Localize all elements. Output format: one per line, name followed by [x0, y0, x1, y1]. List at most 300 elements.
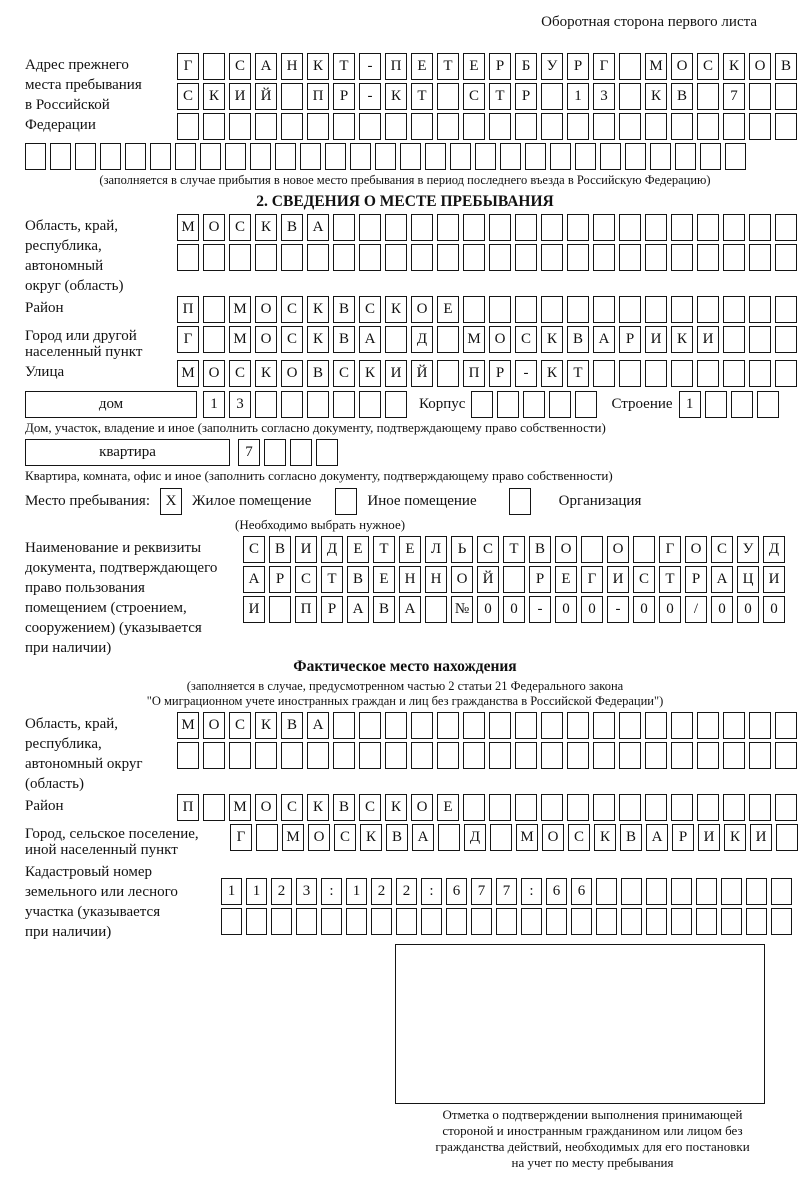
char-box[interactable]	[255, 244, 277, 271]
char-box[interactable]	[421, 908, 442, 935]
char-box[interactable]	[203, 113, 225, 140]
char-box[interactable]	[425, 596, 447, 623]
char-box[interactable]	[359, 712, 381, 739]
char-box[interactable]	[269, 596, 291, 623]
char-box[interactable]	[489, 113, 511, 140]
char-box[interactable]	[646, 908, 667, 935]
char-box[interactable]	[749, 742, 771, 769]
char-box[interactable]	[246, 908, 267, 935]
char-box[interactable]	[359, 113, 381, 140]
char-box[interactable]: 0	[659, 596, 681, 623]
char-box[interactable]: /	[685, 596, 707, 623]
char-box[interactable]: И	[385, 360, 407, 387]
char-box[interactable]: У	[737, 536, 759, 563]
char-box[interactable]	[125, 143, 146, 170]
char-box[interactable]	[593, 360, 615, 387]
char-box[interactable]	[619, 113, 641, 140]
char-box[interactable]	[749, 712, 771, 739]
char-box[interactable]	[229, 113, 251, 140]
char-box[interactable]	[463, 296, 485, 323]
char-box[interactable]: 0	[503, 596, 525, 623]
char-box[interactable]	[645, 296, 667, 323]
char-box[interactable]: В	[333, 296, 355, 323]
char-box[interactable]	[567, 214, 589, 241]
char-box[interactable]: 6	[546, 878, 567, 905]
char-box[interactable]: К	[385, 83, 407, 110]
char-box[interactable]: О	[255, 326, 277, 353]
char-box[interactable]: А	[593, 326, 615, 353]
char-box[interactable]	[619, 360, 641, 387]
char-box[interactable]: Д	[411, 326, 433, 353]
char-box[interactable]: Е	[347, 536, 369, 563]
char-box[interactable]	[749, 326, 771, 353]
char-box[interactable]: А	[347, 596, 369, 623]
char-box[interactable]: А	[359, 326, 381, 353]
char-box[interactable]	[723, 742, 745, 769]
char-box[interactable]: М	[177, 712, 199, 739]
char-box[interactable]	[385, 712, 407, 739]
char-box[interactable]: Р	[567, 53, 589, 80]
char-box[interactable]	[593, 113, 615, 140]
char-box[interactable]: Г	[581, 566, 603, 593]
char-box[interactable]: С	[281, 296, 303, 323]
char-box[interactable]: М	[229, 326, 251, 353]
char-box[interactable]	[697, 244, 719, 271]
char-box[interactable]	[350, 143, 371, 170]
char-box[interactable]: К	[541, 360, 563, 387]
char-box[interactable]: В	[281, 214, 303, 241]
char-box[interactable]	[489, 712, 511, 739]
char-box[interactable]	[619, 794, 641, 821]
char-box[interactable]	[333, 214, 355, 241]
char-box[interactable]	[446, 908, 467, 935]
char-box[interactable]	[541, 113, 563, 140]
char-box[interactable]	[541, 244, 563, 271]
char-box[interactable]: К	[307, 296, 329, 323]
char-box[interactable]	[25, 143, 46, 170]
char-box[interactable]: Б	[515, 53, 537, 80]
char-box[interactable]: 1	[679, 391, 701, 418]
char-box[interactable]	[775, 113, 797, 140]
char-box[interactable]	[385, 742, 407, 769]
char-box[interactable]	[671, 712, 693, 739]
char-box[interactable]: Р	[489, 53, 511, 80]
char-box[interactable]	[567, 712, 589, 739]
char-box[interactable]: Г	[593, 53, 615, 80]
char-box[interactable]: Н	[281, 53, 303, 80]
char-box[interactable]	[650, 143, 671, 170]
char-box[interactable]	[671, 360, 693, 387]
char-box[interactable]: Л	[425, 536, 447, 563]
char-box[interactable]	[723, 296, 745, 323]
char-box[interactable]: С	[711, 536, 733, 563]
char-box[interactable]	[523, 391, 545, 418]
char-box[interactable]	[567, 244, 589, 271]
char-box[interactable]	[359, 214, 381, 241]
char-box[interactable]: П	[295, 596, 317, 623]
char-box[interactable]: :	[421, 878, 442, 905]
char-box[interactable]	[100, 143, 121, 170]
char-box[interactable]: М	[177, 360, 199, 387]
char-box[interactable]: В	[333, 326, 355, 353]
char-box[interactable]: М	[177, 214, 199, 241]
char-box[interactable]	[593, 794, 615, 821]
char-box[interactable]: -	[359, 53, 381, 80]
char-box[interactable]	[775, 296, 797, 323]
char-box[interactable]: Й	[477, 566, 499, 593]
char-box[interactable]	[200, 143, 221, 170]
char-box[interactable]	[75, 143, 96, 170]
char-box[interactable]	[307, 113, 329, 140]
char-box[interactable]: А	[307, 214, 329, 241]
char-box[interactable]	[619, 53, 641, 80]
char-box[interactable]: И	[698, 824, 720, 851]
char-box[interactable]	[463, 113, 485, 140]
char-box[interactable]: 7	[723, 83, 745, 110]
char-box[interactable]: О	[411, 794, 433, 821]
char-box[interactable]	[757, 391, 779, 418]
char-box[interactable]	[775, 712, 797, 739]
char-box[interactable]	[333, 113, 355, 140]
char-box[interactable]	[625, 143, 646, 170]
char-box[interactable]	[264, 439, 286, 466]
char-box[interactable]: Г	[230, 824, 252, 851]
char-box[interactable]	[375, 143, 396, 170]
char-box[interactable]: Н	[425, 566, 447, 593]
char-box[interactable]: М	[229, 794, 251, 821]
char-box[interactable]: О	[451, 566, 473, 593]
char-box[interactable]	[593, 712, 615, 739]
char-box[interactable]	[775, 83, 797, 110]
char-box[interactable]: -	[515, 360, 537, 387]
char-box[interactable]	[333, 742, 355, 769]
char-box[interactable]: И	[697, 326, 719, 353]
char-box[interactable]: К	[385, 296, 407, 323]
char-box[interactable]	[671, 296, 693, 323]
char-box[interactable]: М	[229, 296, 251, 323]
char-box[interactable]	[385, 113, 407, 140]
char-box[interactable]	[749, 214, 771, 241]
char-box[interactable]	[600, 143, 621, 170]
char-box[interactable]	[671, 794, 693, 821]
char-box[interactable]	[281, 244, 303, 271]
char-box[interactable]	[619, 712, 641, 739]
char-box[interactable]: О	[281, 360, 303, 387]
char-box[interactable]: С	[697, 53, 719, 80]
char-box[interactable]	[359, 391, 381, 418]
char-box[interactable]: -	[529, 596, 551, 623]
char-box[interactable]: К	[360, 824, 382, 851]
char-box[interactable]	[775, 742, 797, 769]
char-box[interactable]: Р	[269, 566, 291, 593]
char-box[interactable]: К	[385, 794, 407, 821]
char-box[interactable]	[567, 113, 589, 140]
char-box[interactable]: 1	[567, 83, 589, 110]
char-box[interactable]	[203, 742, 225, 769]
char-box[interactable]	[203, 244, 225, 271]
char-box[interactable]: О	[542, 824, 564, 851]
char-box[interactable]	[496, 908, 517, 935]
char-box[interactable]	[281, 742, 303, 769]
char-box[interactable]: Е	[463, 53, 485, 80]
char-box[interactable]: С	[229, 53, 251, 80]
char-box[interactable]: Ь	[451, 536, 473, 563]
char-box[interactable]	[646, 878, 667, 905]
char-box[interactable]	[225, 143, 246, 170]
char-box[interactable]	[645, 742, 667, 769]
char-box[interactable]: С	[333, 360, 355, 387]
char-box[interactable]	[645, 360, 667, 387]
char-box[interactable]: П	[385, 53, 407, 80]
char-box[interactable]	[203, 53, 225, 80]
char-box[interactable]	[645, 712, 667, 739]
char-box[interactable]: К	[203, 83, 225, 110]
char-box[interactable]: К	[255, 712, 277, 739]
char-box[interactable]	[746, 908, 767, 935]
char-box[interactable]: И	[607, 566, 629, 593]
char-box[interactable]	[255, 742, 277, 769]
char-box[interactable]	[275, 143, 296, 170]
char-box[interactable]: О	[308, 824, 330, 851]
char-box[interactable]	[489, 214, 511, 241]
char-box[interactable]	[411, 244, 433, 271]
char-box[interactable]	[333, 391, 355, 418]
char-box[interactable]: 3	[296, 878, 317, 905]
char-box[interactable]: 3	[229, 391, 251, 418]
char-box[interactable]	[575, 143, 596, 170]
char-box[interactable]	[549, 391, 571, 418]
char-box[interactable]	[411, 742, 433, 769]
char-box[interactable]: П	[463, 360, 485, 387]
char-box[interactable]: О	[203, 360, 225, 387]
char-box[interactable]	[619, 214, 641, 241]
char-box[interactable]	[775, 794, 797, 821]
char-box[interactable]	[150, 143, 171, 170]
char-box[interactable]: Р	[333, 83, 355, 110]
char-box[interactable]: Е	[437, 794, 459, 821]
char-box[interactable]: К	[645, 83, 667, 110]
char-box[interactable]	[256, 824, 278, 851]
char-box[interactable]	[471, 391, 493, 418]
char-box[interactable]: А	[243, 566, 265, 593]
char-box[interactable]	[721, 908, 742, 935]
char-box[interactable]: С	[515, 326, 537, 353]
char-box[interactable]: О	[255, 296, 277, 323]
char-box[interactable]: -	[359, 83, 381, 110]
char-box[interactable]: Р	[529, 566, 551, 593]
char-box[interactable]	[281, 391, 303, 418]
char-box[interactable]	[671, 878, 692, 905]
char-box[interactable]: В	[529, 536, 551, 563]
char-box[interactable]: О	[203, 712, 225, 739]
char-box[interactable]	[203, 296, 225, 323]
char-box[interactable]	[471, 908, 492, 935]
char-box[interactable]	[489, 296, 511, 323]
char-box[interactable]: И	[645, 326, 667, 353]
char-box[interactable]	[593, 214, 615, 241]
char-box[interactable]	[437, 712, 459, 739]
char-box[interactable]: В	[269, 536, 291, 563]
char-box[interactable]: О	[489, 326, 511, 353]
char-box[interactable]	[437, 83, 459, 110]
char-box[interactable]: 1	[203, 391, 225, 418]
char-box[interactable]	[775, 214, 797, 241]
char-box[interactable]	[645, 794, 667, 821]
char-box[interactable]	[723, 244, 745, 271]
char-box[interactable]	[619, 742, 641, 769]
char-box[interactable]: Р	[685, 566, 707, 593]
stay-type-checkbox-org[interactable]	[509, 488, 531, 515]
char-box[interactable]	[749, 296, 771, 323]
char-box[interactable]	[463, 794, 485, 821]
char-box[interactable]	[723, 326, 745, 353]
char-box[interactable]: В	[373, 596, 395, 623]
char-box[interactable]: 0	[633, 596, 655, 623]
char-box[interactable]	[463, 742, 485, 769]
char-box[interactable]	[749, 360, 771, 387]
char-box[interactable]: Р	[515, 83, 537, 110]
char-box[interactable]: В	[567, 326, 589, 353]
char-box[interactable]: Г	[659, 536, 681, 563]
char-box[interactable]	[697, 712, 719, 739]
char-box[interactable]	[325, 143, 346, 170]
char-box[interactable]: Т	[567, 360, 589, 387]
char-box[interactable]	[515, 742, 537, 769]
char-box[interactable]: Т	[503, 536, 525, 563]
char-box[interactable]	[503, 566, 525, 593]
char-box[interactable]: 0	[737, 596, 759, 623]
char-box[interactable]: Н	[399, 566, 421, 593]
char-box[interactable]	[489, 742, 511, 769]
char-box[interactable]: В	[281, 712, 303, 739]
char-box[interactable]: Р	[321, 596, 343, 623]
char-box[interactable]	[400, 143, 421, 170]
char-box[interactable]	[671, 908, 692, 935]
char-box[interactable]	[300, 143, 321, 170]
char-box[interactable]	[490, 824, 512, 851]
char-box[interactable]	[515, 214, 537, 241]
char-box[interactable]	[515, 296, 537, 323]
char-box[interactable]	[567, 794, 589, 821]
char-box[interactable]	[385, 326, 407, 353]
char-box[interactable]	[550, 143, 571, 170]
char-box[interactable]: Т	[373, 536, 395, 563]
char-box[interactable]: О	[607, 536, 629, 563]
char-box[interactable]: К	[594, 824, 616, 851]
char-box[interactable]: К	[359, 360, 381, 387]
char-box[interactable]: :	[321, 878, 342, 905]
char-box[interactable]	[359, 244, 381, 271]
char-box[interactable]	[696, 908, 717, 935]
char-box[interactable]	[371, 908, 392, 935]
char-box[interactable]: С	[243, 536, 265, 563]
char-box[interactable]: М	[463, 326, 485, 353]
char-box[interactable]: А	[412, 824, 434, 851]
char-box[interactable]: М	[645, 53, 667, 80]
char-box[interactable]	[177, 244, 199, 271]
char-box[interactable]	[425, 143, 446, 170]
char-box[interactable]	[723, 214, 745, 241]
char-box[interactable]	[250, 143, 271, 170]
char-box[interactable]	[541, 794, 563, 821]
char-box[interactable]: Т	[321, 566, 343, 593]
char-box[interactable]	[721, 878, 742, 905]
char-box[interactable]: Р	[672, 824, 694, 851]
char-box[interactable]	[333, 712, 355, 739]
char-box[interactable]: И	[763, 566, 785, 593]
char-box[interactable]: Ц	[737, 566, 759, 593]
char-box[interactable]: 7	[496, 878, 517, 905]
char-box[interactable]	[546, 908, 567, 935]
char-box[interactable]	[437, 113, 459, 140]
char-box[interactable]: У	[541, 53, 563, 80]
char-box[interactable]: Р	[489, 360, 511, 387]
char-box[interactable]: О	[203, 214, 225, 241]
char-box[interactable]: П	[307, 83, 329, 110]
char-box[interactable]: 2	[371, 878, 392, 905]
char-box[interactable]: К	[724, 824, 746, 851]
char-box[interactable]	[229, 244, 251, 271]
char-box[interactable]	[525, 143, 546, 170]
char-box[interactable]	[255, 113, 277, 140]
char-box[interactable]: И	[243, 596, 265, 623]
char-box[interactable]	[705, 391, 727, 418]
char-box[interactable]: А	[399, 596, 421, 623]
char-box[interactable]	[221, 908, 242, 935]
char-box[interactable]: Й	[411, 360, 433, 387]
char-box[interactable]: Е	[555, 566, 577, 593]
char-box[interactable]	[385, 391, 407, 418]
char-box[interactable]: К	[307, 53, 329, 80]
char-box[interactable]: И	[295, 536, 317, 563]
char-box[interactable]: Й	[255, 83, 277, 110]
char-box[interactable]	[255, 391, 277, 418]
char-box[interactable]	[621, 908, 642, 935]
char-box[interactable]	[671, 113, 693, 140]
char-box[interactable]	[385, 244, 407, 271]
char-box[interactable]	[581, 536, 603, 563]
char-box[interactable]	[749, 244, 771, 271]
char-box[interactable]	[541, 296, 563, 323]
char-box[interactable]	[697, 113, 719, 140]
char-box[interactable]: И	[229, 83, 251, 110]
char-box[interactable]: 0	[581, 596, 603, 623]
char-box[interactable]	[697, 794, 719, 821]
char-box[interactable]: В	[347, 566, 369, 593]
char-box[interactable]	[515, 794, 537, 821]
char-box[interactable]: К	[307, 326, 329, 353]
char-box[interactable]	[296, 908, 317, 935]
char-box[interactable]: Т	[659, 566, 681, 593]
char-box[interactable]: О	[685, 536, 707, 563]
char-box[interactable]	[290, 439, 312, 466]
char-box[interactable]: К	[255, 360, 277, 387]
char-box[interactable]	[731, 391, 753, 418]
char-box[interactable]	[723, 360, 745, 387]
char-box[interactable]	[463, 214, 485, 241]
char-box[interactable]: 6	[571, 878, 592, 905]
char-box[interactable]	[475, 143, 496, 170]
char-box[interactable]: К	[255, 214, 277, 241]
char-box[interactable]: Г	[177, 326, 199, 353]
char-box[interactable]: С	[568, 824, 590, 851]
char-box[interactable]	[385, 214, 407, 241]
char-box[interactable]	[281, 113, 303, 140]
char-box[interactable]	[450, 143, 471, 170]
char-box[interactable]: К	[307, 794, 329, 821]
char-box[interactable]	[50, 143, 71, 170]
char-box[interactable]	[437, 742, 459, 769]
